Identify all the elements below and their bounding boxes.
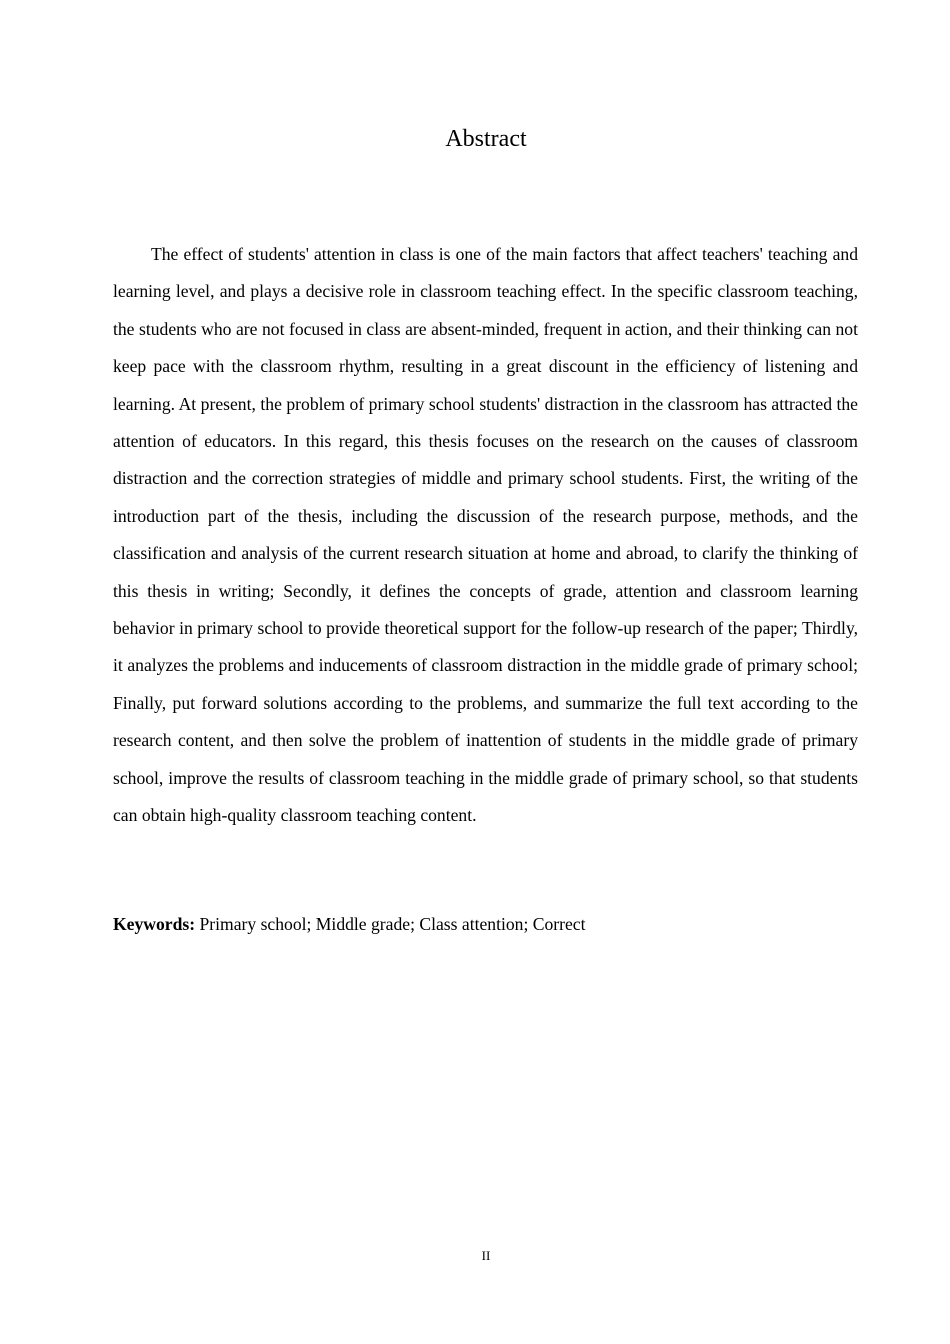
keywords-line	[113, 907, 858, 941]
keywords-label: Keywords:	[113, 914, 196, 934]
abstract-paragraph: The effect of students' attention in class is one of the main factors that affect teachers' teaching and learning level, and plays a decisive role in classroom teaching effect. In the specific classroom teaching, the students who are not focused in class are absent-minded, frequent in action, and their thinking can not keep pace with the classroom rhythm, resulting in a great discount in the efficiency of listening and learning. At present, the problem of primary school students' distraction in the classroom has attracted the attention of educators. In this regard, this thesis focuses on the research on the causes of classroom distraction and the correction strategies of middle and primary school students. First, the writing of the introduction part of the thesis, including the discussion of the research purpose, methods, and the classification and analysis of the current research situation at home and abroad, to clarify the thinking of this thesis in writing; Secondly, it defines the concepts of grade, attention and classroom learning behavior in primary school to provide theoretical support for the follow-up research of the paper; Thirdly, it analyzes the problems and inducements of classroom distraction in the middle grade of primary school; Finally, put forward solutions according to the problems, and summarize the full text according to the research content, and then solve the problem of inattention of students in the middle grade of primary school, improve the results of classroom teaching in the middle grade of primary school, so that students can obtain high-quality classroom teaching content.	[113, 244, 858, 826]
page-title: Abstract	[445, 126, 527, 152]
page-number: II	[481, 1248, 491, 1263]
keywords-text: Primary school; Middle grade; Class attention; Correct	[195, 914, 586, 934]
